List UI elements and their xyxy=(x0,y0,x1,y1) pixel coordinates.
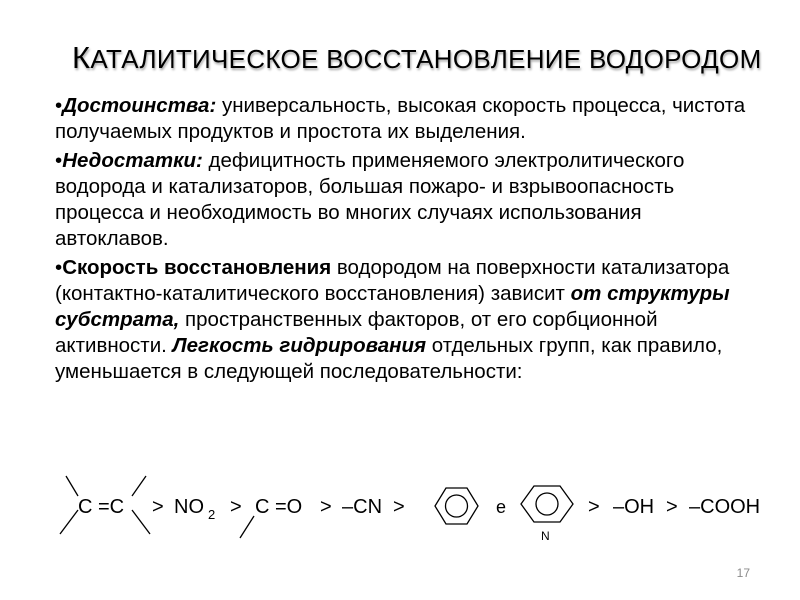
greater-than-4: > xyxy=(393,496,405,518)
reduction-rate-term: Скорость восстановления xyxy=(62,256,332,279)
bullet-advantages xyxy=(55,93,755,145)
and-word: e xyxy=(496,497,507,517)
reduction-rate-emphasis-2: Легкость гидрирования xyxy=(172,334,427,357)
nitrile-text: –CN xyxy=(342,496,383,518)
greater-than-6: > xyxy=(666,496,678,518)
slide-title-first-letter: К xyxy=(72,40,91,75)
disadvantages-term: Недостатки: xyxy=(62,149,203,172)
greater-than-1: > xyxy=(152,496,164,518)
greater-than-5: > xyxy=(588,496,600,518)
bullet-disadvantages xyxy=(55,148,755,252)
bullet-reduction-rate xyxy=(55,255,755,385)
nitro-text: NO xyxy=(174,496,204,518)
slide-body xyxy=(55,93,755,388)
pyridine-nitrogen: N xyxy=(541,529,550,543)
benzene-ring-icon xyxy=(435,488,478,524)
alkene-text: C =C xyxy=(78,496,125,518)
hydrogenation-order-formula xyxy=(48,476,788,551)
advantages-term: Достоинства: xyxy=(62,94,217,117)
advantages-text: универсальность, высокая скорость процесса, чистота получаемых продуктов и простота их выделения. xyxy=(55,94,746,143)
carbonyl-text: C =O xyxy=(255,496,303,518)
nitro-subscript: 2 xyxy=(208,507,216,522)
reduction-rate-text-1: водородом на поверхности катализатора (контактно-каталитического восстановления) зависит xyxy=(55,256,730,305)
reduction-rate-text-3: отдельных групп, как правило, уменьшается в следующей последовательности: xyxy=(55,334,723,383)
carboxyl-text: –COOH xyxy=(689,496,761,518)
reduction-rate-emphasis-1: от структуры субстрата, xyxy=(55,282,730,331)
page-number: 17 xyxy=(736,566,750,580)
hydroxyl-text: –OH xyxy=(613,496,655,518)
greater-than-2: > xyxy=(230,496,242,518)
slide-title-rest: АТАЛИТИЧЕСКОЕ ВОССТАНОВЛЕНИЕ ВОДОРОДОМ xyxy=(90,44,762,74)
reduction-rate-text-2: пространственных факторов, от его сорбционной активности. xyxy=(55,308,658,357)
greater-than-3: > xyxy=(320,496,332,518)
alkene-group xyxy=(60,476,150,534)
disadvantages-text: дефицитность применяемого электролитического водорода и катализаторов, большая пожаро- и взрывоопасность процесса и необходимость во многих случаях использования автоклавов. xyxy=(55,149,685,250)
slide-title xyxy=(72,40,762,76)
carbonyl-group xyxy=(240,496,302,538)
nitro-group xyxy=(174,496,215,522)
pyridine-ring-icon xyxy=(521,486,573,543)
